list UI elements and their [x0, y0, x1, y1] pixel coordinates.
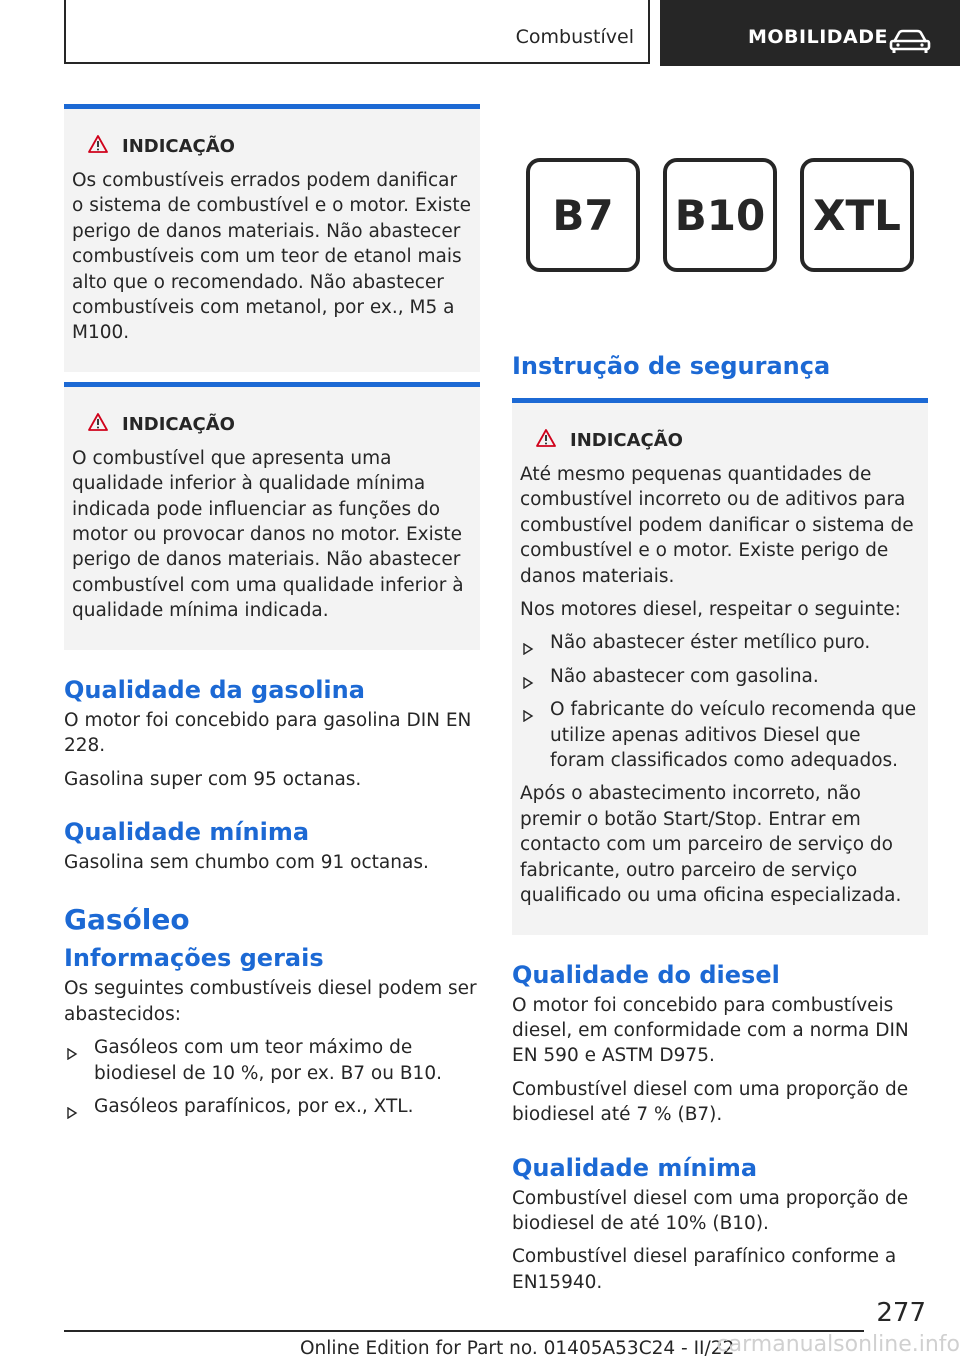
fuel-badges — [512, 158, 928, 272]
heading-min-quality: Qualidade mínima — [64, 817, 310, 846]
paragraph: Os seguintes combustíveis diesel podem ser abastecidos: — [64, 978, 477, 1025]
list-item: Não abastecer éster metílico puro. — [520, 630, 920, 655]
fuel-badge-b7: B7 — [526, 158, 640, 272]
footer-watermark: carmanualsonline.info — [716, 1332, 960, 1357]
bullet-list — [520, 630, 920, 773]
paragraph: Gasolina sem chumbo com 91 octanas. — [64, 851, 429, 873]
triangle-bullet-icon — [66, 1042, 78, 1067]
list-item: Gasóleos com um teor máximo de biodiesel de 10 %, por ex. B7 ou B10. — [64, 1035, 480, 1086]
fuel-badge-xtl: XTL — [800, 158, 914, 272]
warning-icon — [536, 429, 556, 452]
paragraph: Combustível diesel com uma proporção de biodiesel de até 10% (B10). — [512, 1187, 909, 1234]
footer-edition: Online Edition for Part no. 01405A53C24 - II/22 — [300, 1338, 735, 1359]
notice-box — [64, 104, 480, 372]
list-item: Não abastecer com gasolina. — [520, 664, 920, 689]
notice-box — [512, 398, 928, 935]
paragraph: O motor foi concebido para gasolina DIN EN 228. — [64, 709, 472, 757]
section-label: Combustível — [515, 26, 634, 48]
left-column — [64, 104, 480, 1127]
category-label: MOBILIDADE — [748, 26, 889, 48]
notice-box — [64, 382, 480, 650]
paragraph: Combustível diesel com uma proporção de biodiesel até 7 % (B7). — [512, 1078, 909, 1126]
car-icon — [888, 28, 932, 58]
category-tab — [660, 0, 960, 66]
heading-min-quality-diesel: Qualidade mínima — [512, 1153, 758, 1182]
triangle-bullet-icon — [522, 637, 534, 662]
section-tab — [64, 0, 650, 64]
notice-title — [72, 413, 472, 436]
warning-icon — [88, 413, 108, 436]
notice-text: O combustível que apresenta uma qualidade inferior à qualidade mínima indicada pode influenciar as funções do motor ou provocar danos no motor. Existe perigo de danos materiais. Não abastecer combustível com uma qualidade inferior à qualidade mínima indicada. — [72, 447, 464, 622]
list-item: Gasóleos parafínicos, por ex., XTL. — [64, 1094, 480, 1119]
notice-title — [72, 135, 472, 158]
heading-safety: Instrução de segurança — [512, 352, 831, 380]
triangle-bullet-icon — [522, 671, 534, 696]
notice-text: Nos motores diesel, respeitar o seguinte: — [520, 599, 901, 621]
heading-gasoline-quality: Qualidade da gasolina — [64, 675, 365, 704]
notice-text: Até mesmo pequenas quantidades de combustível incorreto ou de aditivos para combustível podem danificar o sistema de combustível e o motor. Existe perigo de danos materiais. — [520, 464, 914, 587]
heading-diesel: Gasóleo — [64, 903, 190, 937]
heading-general-info: Informações gerais — [64, 944, 324, 973]
notice-title — [520, 429, 920, 452]
right-column — [512, 104, 928, 1303]
warning-icon — [88, 135, 108, 158]
page-number: 277 — [876, 1298, 926, 1328]
notice-text: Após o abastecimento incorreto, não premir o botão Start/Stop. Entrar em contacto com um parceiro de serviço do fabricante, outro parceiro de serviço qualificado ou uma oficina especializada. — [520, 783, 902, 907]
triangle-bullet-icon — [522, 704, 534, 729]
fuel-badge-b10: B10 — [663, 158, 777, 272]
page-header — [0, 0, 960, 66]
notice-text: Os combustíveis errados podem danificar o sistema de combustível e o motor. Existe perigo de danos materiais. Não abastecer combustíveis com um teor de etanol mais alto que o recomendado. Não abastecer combustíveis com metanol, por ex., M5 a M100. — [72, 170, 471, 344]
heading-diesel-quality: Qualidade do diesel — [512, 960, 780, 989]
notice-title-text: INDICAÇÃO — [122, 136, 235, 157]
notice-title-text: INDICAÇÃO — [122, 413, 235, 435]
notice-title-text: INDICAÇÃO — [570, 430, 683, 451]
paragraph: Gasolina super com 95 octanas. — [64, 768, 362, 790]
triangle-bullet-icon — [66, 1101, 78, 1126]
paragraph: O motor foi concebido para combustíveis diesel, em conformidade com a norma DIN EN 590 e ASTM D975. — [512, 994, 909, 1067]
list-item: O fabricante do veículo recomenda que utilize apenas aditivos Diesel que foram classificados como adequados. — [520, 697, 920, 773]
paragraph: Combustível diesel parafínico conforme a EN15940. — [512, 1246, 897, 1293]
bullet-list — [64, 1035, 480, 1119]
